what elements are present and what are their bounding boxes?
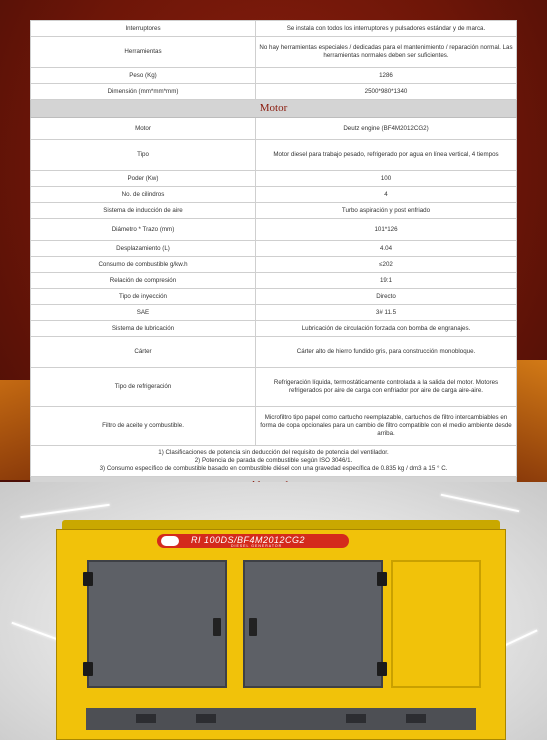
side-panel [391,560,481,688]
table-row [31,368,517,407]
forklift-slot [346,714,366,723]
table-row [31,289,517,305]
spec-value: Refrigeración líquida, termostáticamente controlada a la salida del motor. Motores refrigerados por aire de carga con enfriador por aire de carga aire-aire. [256,368,517,407]
generator-base [86,708,476,730]
hinge-icon [83,662,93,676]
hinge-icon [377,572,387,586]
spec-table [30,20,517,542]
forklift-slot [196,714,216,723]
section-title: Motor [31,100,517,118]
model-name: RI 100DS/BF4M2012CG2 [191,535,306,545]
spec-label: Tipo [31,140,256,171]
spec-value: No hay herramientas especiales / dedicadas para el mantenimiento / reparación normal. Las herramientas normales deben ser suficientes. [256,37,517,68]
spec-value: Lubricación de circulación forzada con bomba de engranajes. [256,321,517,337]
spec-value: 19:1 [256,273,517,289]
table-row [31,273,517,289]
table-row [31,118,517,140]
spec-label: Desplazamiento (L) [31,241,256,257]
spec-value: Cárter alto de hierro fundido gris, para construcción monobloque. [256,337,517,368]
spec-value: Se instala con todos los interruptores y pulsadores estándar y de marca. [256,21,517,37]
spec-value: 1286 [256,68,517,84]
spec-label: Relación de compresión [31,273,256,289]
light-streak [441,494,520,513]
spec-label: Tipo de refrigeración [31,368,256,407]
generator-image [56,520,506,740]
spec-value: 2500*980*1340 [256,84,517,100]
door-panel-left [87,560,227,688]
note-2: 2) Potencia de parada de combustible según ISO 3046/1. [194,457,353,465]
table-row [31,84,517,100]
spec-value: 4.04 [256,241,517,257]
hinge-icon [83,572,93,586]
table-row [31,68,517,84]
spec-value: 101*126 [256,219,517,241]
forklift-slot [136,714,156,723]
spec-label: Consumo de combustible g/kw.h [31,257,256,273]
table-row [31,187,517,203]
spec-label: Motor [31,118,256,140]
light-streak [20,504,109,519]
table-row [31,257,517,273]
decor-stripe-right [517,360,547,482]
table-row [31,305,517,321]
spec-value: 3# 11.5 [256,305,517,321]
spec-value: Microfiltro tipo papel como cartucho reemplazable, cartuchos de filtro intercambiables en forma de copa opcionales para un cambio de filtro compatible con el medio ambiente desde arriba. [256,407,517,446]
spec-label: Tipo de inyección [31,289,256,305]
spec-value: Deutz engine (BF4M2012CG2) [256,118,517,140]
spec-value: Turbo aspiración y post enfriado [256,203,517,219]
spec-label: Herramientas [31,37,256,68]
section-header-motor [31,100,517,118]
spec-sheet [30,20,517,542]
model-plate [157,534,349,548]
spec-value: 4 [256,187,517,203]
spec-value: Motor diesel para trabajo pesado, refrigerado por agua en línea vertical, 4 tiempos [256,140,517,171]
brand-logo-icon [161,536,179,546]
table-row [31,407,517,446]
forklift-slot [406,714,426,723]
spec-value: ≤202 [256,257,517,273]
notes-row [31,446,517,477]
note-1: 1) Clasificaciones de potencia sin deducción del requisito de potencia del ventilador. [158,449,389,457]
spec-label: SAE [31,305,256,321]
table-row [31,21,517,37]
spec-label: Cárter [31,337,256,368]
table-row [31,203,517,219]
door-handle-icon [249,618,257,636]
table-row [31,337,517,368]
spec-value: Directo [256,289,517,305]
hinge-icon [377,662,387,676]
model-subtitle: DIESEL GENERATOR [231,544,283,548]
table-row [31,321,517,337]
table-row [31,171,517,187]
spec-label: No. de cilindros [31,187,256,203]
spec-label: Dimensión (mm*mm*mm) [31,84,256,100]
table-row [31,37,517,68]
spec-label: Sistema de lubricación [31,321,256,337]
note-3: 3) Consumo específico de combustible basado en combustible diésel con una gravedad específica de 0.835 kg / dm3 a 15 ° C. [99,464,448,472]
spec-value: 100 [256,171,517,187]
notes-cell [31,446,517,477]
spec-label: Diámetro * Trazo (mm) [31,219,256,241]
door-panel-right [243,560,383,688]
door-handle-icon [213,618,221,636]
spec-label: Filtro de aceite y combustible. [31,407,256,446]
spec-label: Poder (Kw) [31,171,256,187]
spec-label: Interruptores [31,21,256,37]
decor-stripe-left [0,380,30,480]
table-row [31,140,517,171]
table-row [31,219,517,241]
table-row [31,241,517,257]
spec-label: Peso (Kg) [31,68,256,84]
spec-label: Sistema de inducción de aire [31,203,256,219]
